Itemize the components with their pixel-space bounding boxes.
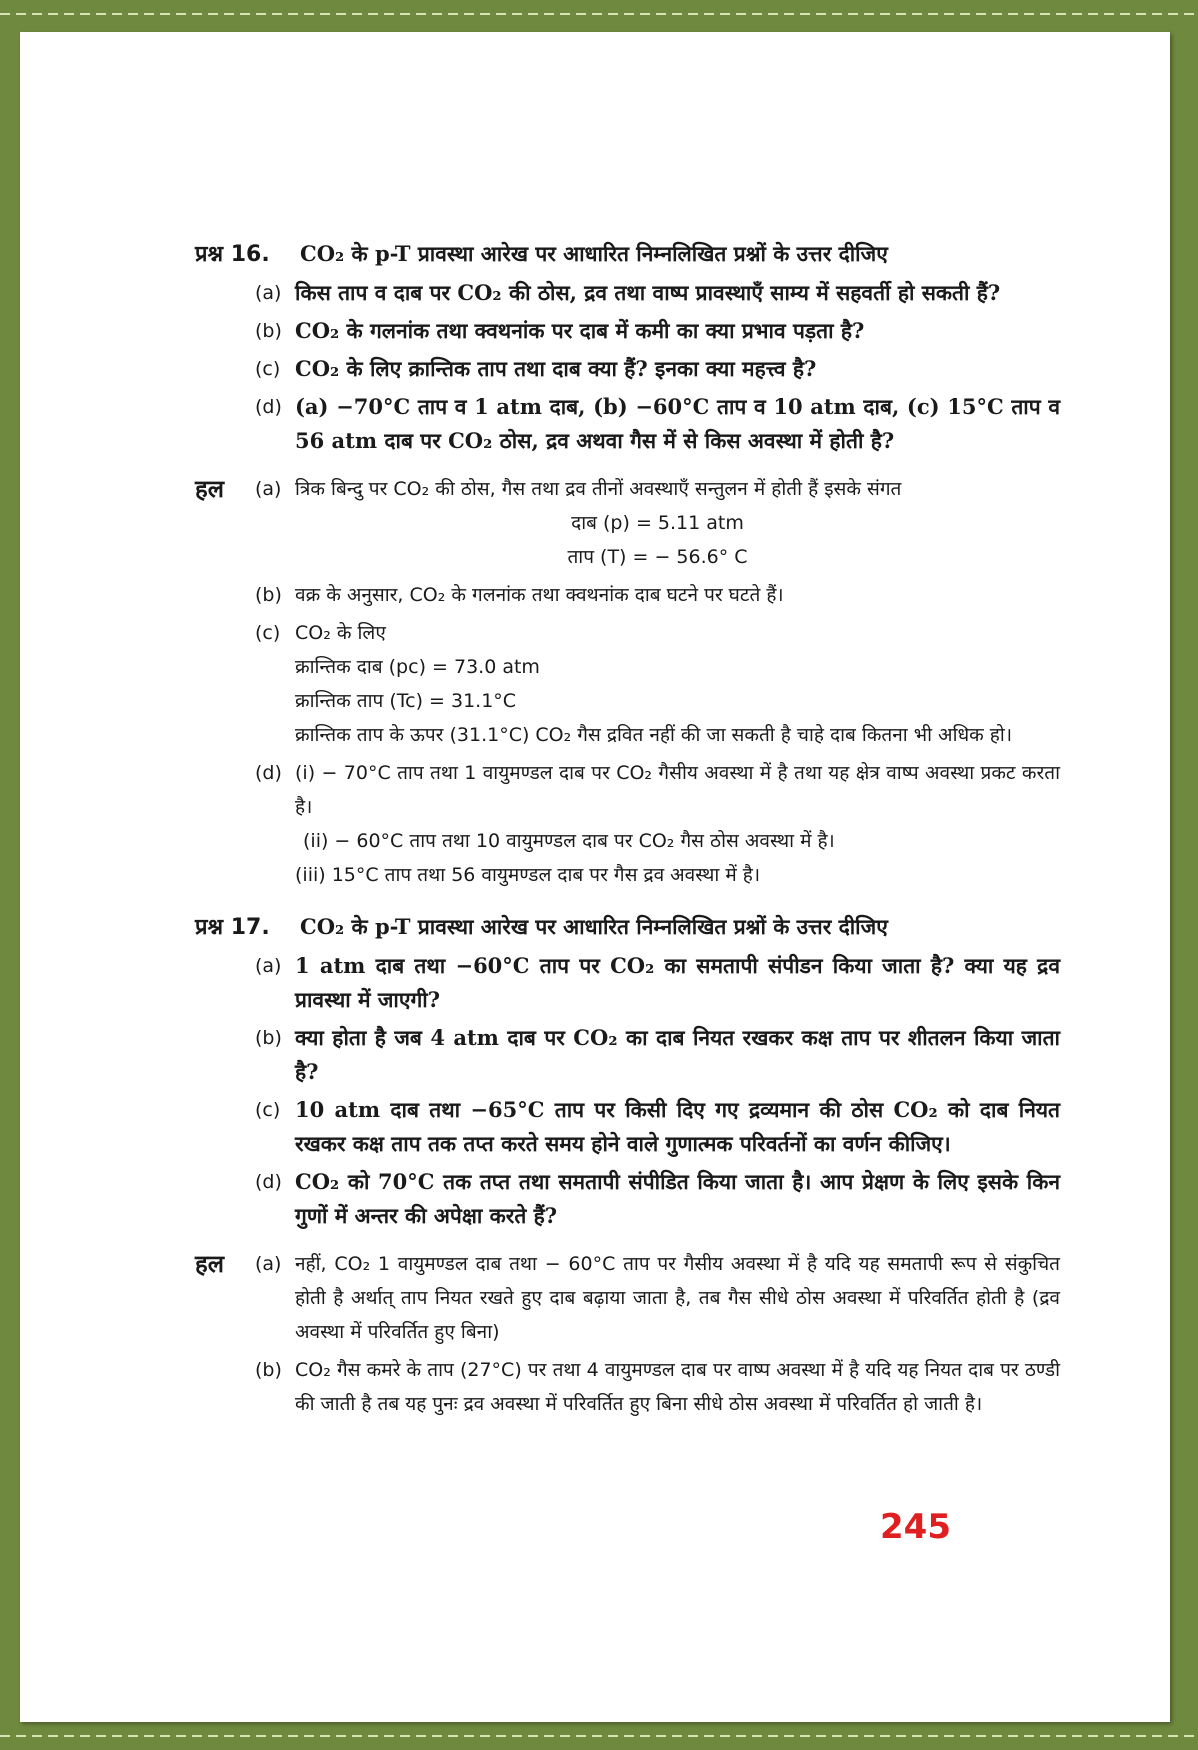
page-content [195, 237, 1060, 1421]
answer-text: नहीं, CO₂ 1 वायुमण्डल दाब तथा − 60°C ताप पर गैसीय अवस्था में है यदि यह समतापी रूप से संकुचित होती है अर्थात् ताप नियत रखते हुए दाब बढ़ाया जाता है, तब गैस सीधे ठोस अवस्था में परिवर्तित होती है (द्रव अवस्था में परिवर्तित हुए बिना) [295, 1253, 1060, 1343]
question-item: (d) (a) −70°C ताप व 1 atm दाब, (b) −60°C ताप व 10 atm दाब, (c) 15°C ताप व 56 atm दाब पर CO₂ ठोस, द्रव अथवा गैस में से किस अवस्था में होती है? [255, 394, 1060, 453]
page-number: 245 [880, 1507, 951, 1547]
answer-text: (ii) − 60°C ताप तथा 10 वायुमण्डल दाब पर CO₂ गैस ठोस अवस्था में है। [303, 830, 835, 852]
triple-point-pressure: दाब (p) = 5.11 atm [571, 512, 744, 534]
answer-text: क्रान्तिक ताप के ऊपर (31.1°C) CO₂ गैस द्रवित नहीं की जा सकती है चाहे दाब कितना भी अधिक हो। [295, 724, 1013, 746]
answer-text: CO₂ गैस कमरे के ताप (27°C) पर तथा 4 वायुमण्डल दाब पर वाष्प अवस्था में है यदि यह नियत दाब पर ठण्डी की जाती है तब यह पुनः द्रव अवस्था में परिवर्तित हुए बिना सीधे ठोस अवस्था में परिवर्तित हो जाती है। [295, 1359, 1060, 1415]
solution-label: हल [195, 475, 225, 503]
question-number: प्रश्न 17. [195, 915, 270, 940]
answer-17: हल (a) नहीं, CO₂ 1 वायुमण्डल दाब तथा − 60°C ताप पर गैसीय अवस्था में है यदि यह समतापी रूप से संकुचित होती है अर्थात् ताप नियत रखते हुए दाब बढ़ाया जाता है, तब गैस सीधे ठोस अवस्था में परिवर्तित होती है (द्रव अवस्था में परिवर्तित हुए बिना) (b) CO₂ गैस कमरे के ताप (27°C) पर तथा 4 वायुमण्डल दाब पर वाष्प अवस्था में है यदि यह नियत दाब पर ठण्डी की जाती है तब यह पुनः द्रव अवस्था में परिवर्तित हुए बिना सीधे ठोस अवस्था में परिवर्तित हो जाती है। [195, 1247, 1060, 1421]
answer-text: (i) − 70°C ताप तथा 1 वायुमण्डल दाब पर CO₂ गैसीय अवस्था में है तथा यह क्षेत्र वाष्प अवस्था प्रकट करता है। [295, 762, 1060, 818]
question-item: (a) 1 atm दाब तथा −60°C ताप पर CO₂ का समतापी संपीडन किया जाता है? क्या यह द्रव प्रावस्था में जाएगी? [255, 953, 1060, 1012]
critical-pressure: क्रान्तिक दाब (pc) = 73.0 atm [295, 656, 540, 678]
answer-text: (iii) 15°C ताप तथा 56 वायुमण्डल दाब पर गैस द्रव अवस्था में है। [295, 864, 761, 886]
solution-label: हल [195, 1250, 225, 1278]
question-title: CO₂ के p-T प्रावस्था आरेख पर आधारित निम्नलिखित प्रश्नों के उत्तर दीजिए [300, 914, 888, 939]
question-item: (a) किस ताप व दाब पर CO₂ की ठोस, द्रव तथा वाष्प प्रावस्थाएँ साम्य में सहवर्ती हो सकती हैं? [255, 280, 1001, 305]
answer-16: हल (a) त्रिक बिन्दु पर CO₂ की ठोस, गैस तथा द्रव तीनों अवस्थाएँ सन्तुलन में होती हैं इसके संगत दाब (p) = 5.11 atm ताप (T) = − 56.6° C (b) वक्र के अनुसार, CO₂ के गलनांक तथा क्वथनांक दाब घटने पर घटते हैं। (c) CO₂ के लिए क्रान्तिक दाब (pc) = 73.0 atm क्रान्तिक ताप (Tc) = 31.1°C क्रान्तिक ताप के ऊपर (31.1°C) CO₂ गैस द्रवित नहीं की जा सकती है चाहे दाब कितना भी अधिक हो। (d) (i) − 70°C ताप तथा 1 वायुमण्डल दाब पर CO₂ गैसीय अवस्था में है तथा यह क्षेत्र वाष्प अवस्था प्रकट करता है। (ii) − 60°C ताप तथा 10 वायुमण्डल दाब पर CO₂ गैस ठोस अवस्था में है। (iii) 15°C ताप तथा 56 वायुमण्डल दाब पर गैस द्रव अवस्था में है। [195, 472, 1060, 892]
answer-text: CO₂ के लिए [295, 622, 386, 644]
question-item: (b) क्या होता है जब 4 atm दाब पर CO₂ का दाब नियत रखकर कक्ष ताप पर शीतलन किया जाता है? [255, 1025, 1060, 1084]
question-item: (c) 10 atm दाब तथा −65°C ताप पर किसी दिए गए द्रव्यमान की ठोस CO₂ को दाब नियत रखकर कक्ष ताप तक तप्त करते समय होने वाले गुणात्मक परिवर्तनों का वर्णन कीजिए। [255, 1097, 1060, 1156]
question-17 [195, 910, 1060, 1233]
top-dashed-border [0, 13, 1198, 15]
answer-text: वक्र के अनुसार, CO₂ के गलनांक तथा क्वथनांक दाब घटने पर घटते हैं। [295, 584, 784, 606]
page-sheet [20, 32, 1170, 1722]
question-title: CO₂ के p-T प्रावस्था आरेख पर आधारित निम्नलिखित प्रश्नों के उत्तर दीजिए [300, 241, 888, 266]
question-16 [195, 237, 1060, 458]
triple-point-temperature: ताप (T) = − 56.6° C [567, 546, 748, 568]
critical-temperature: क्रान्तिक ताप (Tc) = 31.1°C [295, 690, 517, 712]
bottom-dashed-border [0, 1735, 1198, 1737]
answer-text: त्रिक बिन्दु पर CO₂ की ठोस, गैस तथा द्रव तीनों अवस्थाएँ सन्तुलन में होती हैं इसके संगत [295, 478, 902, 500]
question-item: (c) CO₂ के लिए क्रान्तिक ताप तथा दाब क्या हैं? इनका क्या महत्त्व है? [255, 356, 817, 381]
question-number: प्रश्न 16. [195, 242, 270, 267]
question-item: (d) CO₂ को 70°C तक तप्त तथा समतापी संपीडित किया जाता है। आप प्रेक्षण के लिए इसके किन गुणों में अन्तर की अपेक्षा करते हैं? [255, 1169, 1060, 1228]
question-item: (b) CO₂ के गलनांक तथा क्वथनांक पर दाब में कमी का क्या प्रभाव पड़ता है? [255, 318, 865, 343]
